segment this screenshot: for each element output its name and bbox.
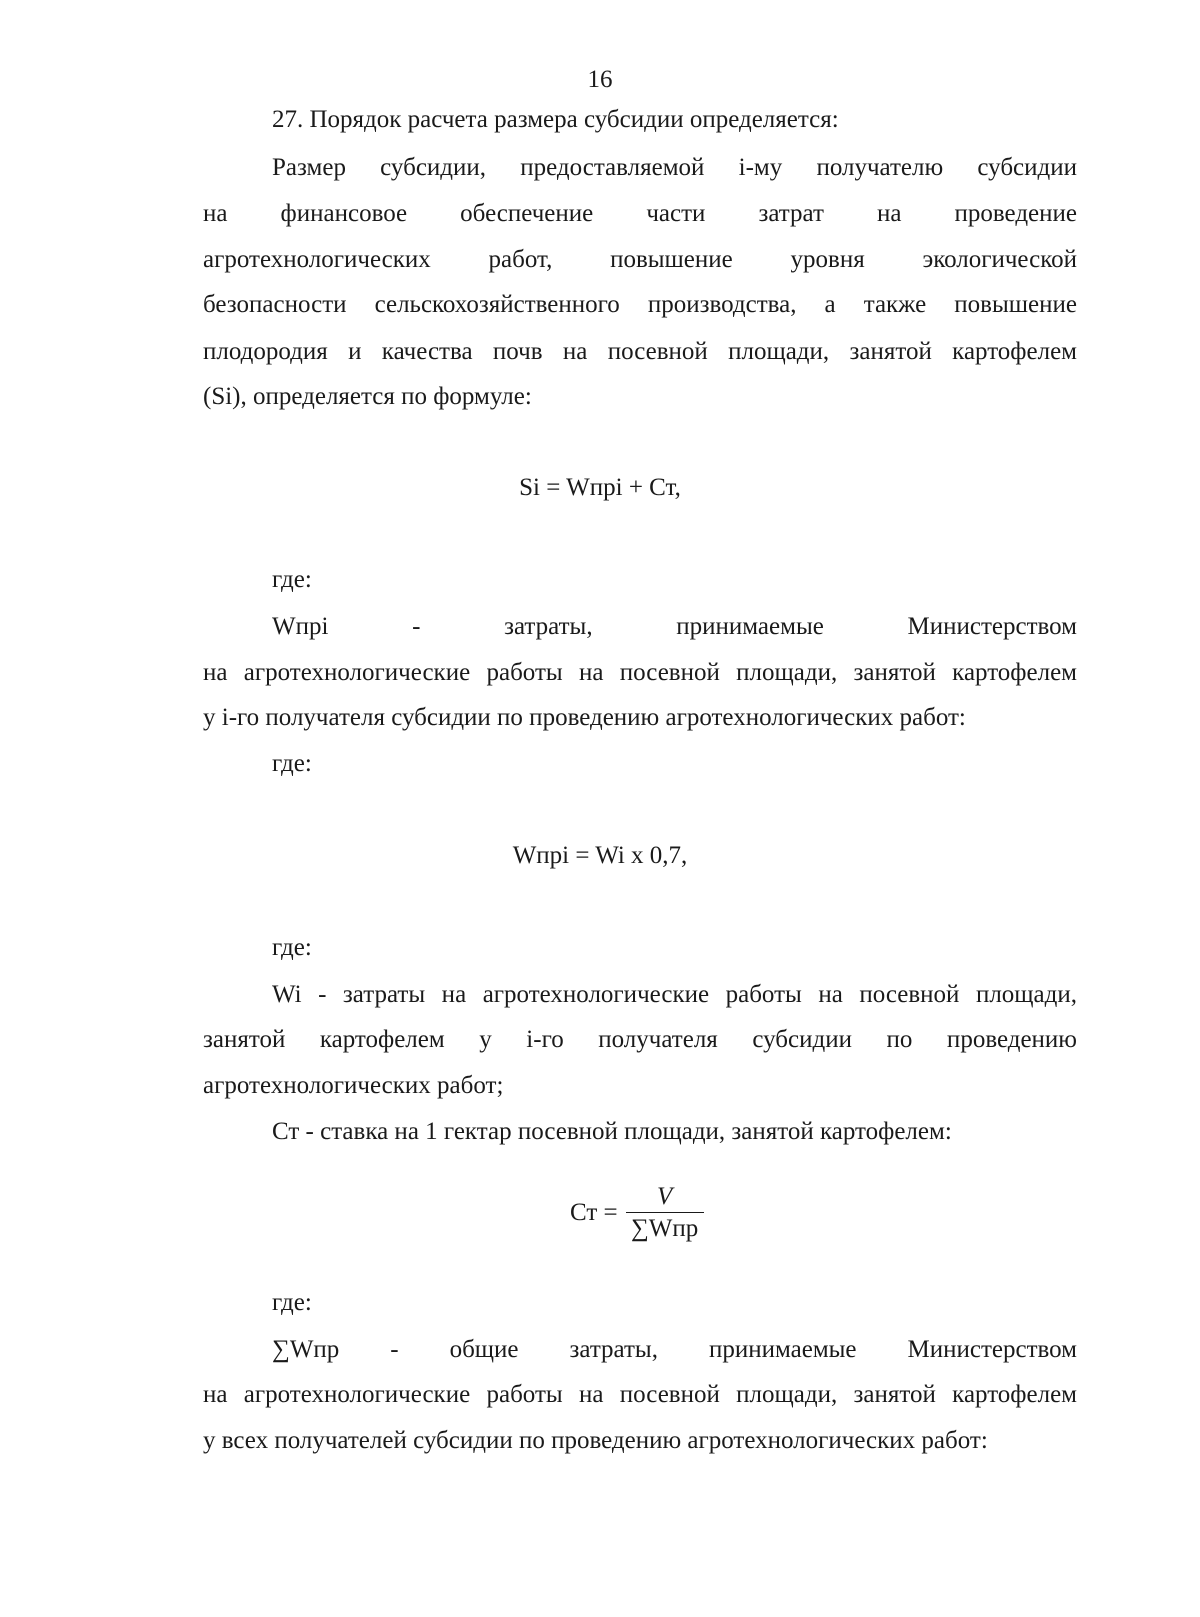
formula-ct-lhs: Ст =: [570, 1199, 618, 1226]
fraction-denominator: ∑Wпр: [630, 1215, 699, 1242]
definition-line: Ст - ставка на 1 гектар посевной площади, занятой картофелем:: [272, 1118, 952, 1145]
paragraph-line: Размер субсидии, предоставляемой i-му получателю субсидии: [272, 154, 1077, 181]
formula-wpri: Wпрi = Wi x 0,7,: [512, 842, 688, 869]
definition-line: агротехнологических работ;: [203, 1072, 504, 1099]
formula-si: Si = Wпрi + Ст,: [519, 474, 681, 501]
fraction-numerator: V: [656, 1183, 673, 1210]
definition-line: у i-го получателя субсидии по проведению агротехнологических работ:: [203, 704, 966, 731]
formula-ct: [570, 1183, 704, 1243]
page-number: 16: [587, 66, 613, 93]
paragraph-line: на финансовое обеспечение части затрат на проведение: [203, 200, 1077, 227]
fraction: [626, 1183, 704, 1243]
paragraph-heading: 27. Порядок расчета размера субсидии определяется:: [272, 106, 839, 133]
where-label: где:: [272, 1289, 312, 1316]
where-label: где:: [272, 566, 312, 593]
definition-line: ∑Wпр - общие затраты, принимаемые Министерством: [272, 1336, 1077, 1363]
paragraph-line: безопасности сельскохозяйственного производства, а также повышение: [203, 291, 1077, 318]
definition-line: на агротехнологические работы на посевной площади, занятой картофелем: [203, 659, 1077, 686]
definition-line: Wi - затраты на агротехнологические работы на посевной площади,: [272, 981, 1077, 1008]
definition-line: на агротехнологические работы на посевной площади, занятой картофелем: [203, 1381, 1077, 1408]
where-label: где:: [272, 934, 312, 961]
fraction-bar: [626, 1212, 704, 1213]
paragraph-line: плодородия и качества почв на посевной площади, занятой картофелем: [203, 338, 1077, 365]
paragraph-line: агротехнологических работ, повышение уровня экологической: [203, 246, 1077, 273]
where-label: где:: [272, 750, 312, 777]
definition-line: занятой картофелем у i-го получателя субсидии по проведению: [203, 1026, 1077, 1053]
definition-line: у всех получателей субсидии по проведению агротехнологических работ:: [203, 1427, 988, 1454]
definition-line: Wпрi - затраты, принимаемые Министерством: [272, 613, 1077, 640]
paragraph-line: (Si), определяется по формуле:: [203, 383, 532, 410]
